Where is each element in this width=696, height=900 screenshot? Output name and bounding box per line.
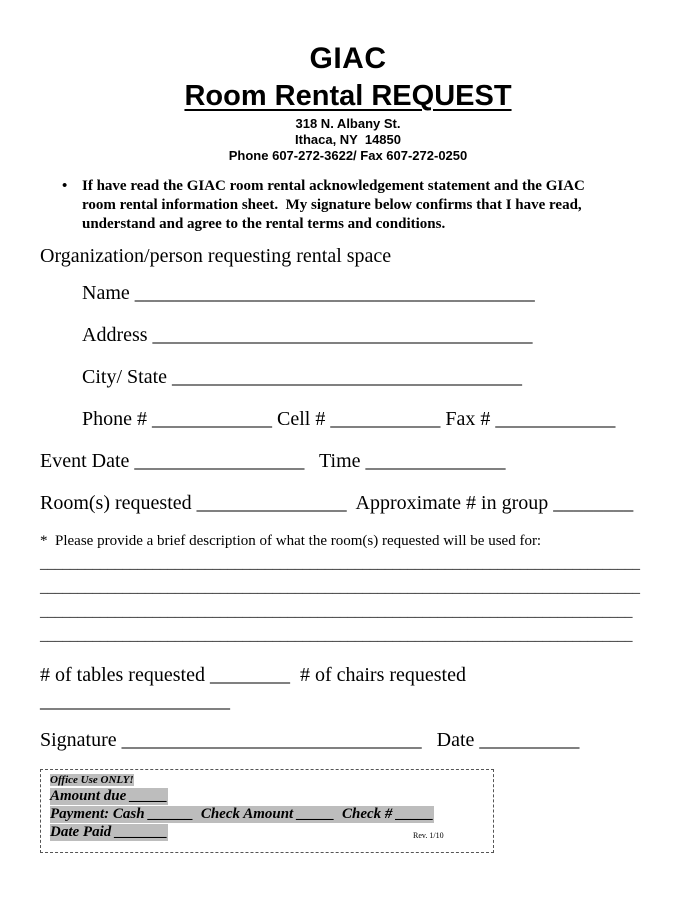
event-date-time-fields[interactable]: Event Date _________________ Time ______________ — [40, 450, 506, 472]
address-city: Ithaca, NY 14850 — [295, 132, 401, 147]
acknowledgement-statement — [62, 177, 642, 234]
office-use-heading: Office Use ONLY! — [50, 774, 134, 786]
org-section-label: Organization/person requesting rental space — [40, 245, 392, 267]
tables-chairs-fields[interactable]: # of tables requested ________ # of chairs requested — [40, 664, 466, 686]
revision-note: Rev. 1/10 — [413, 831, 444, 840]
address-phone-fax: Phone 607-272-3622/ Fax 607-272-0250 — [228, 148, 468, 163]
description-line[interactable]: ________________________________________________________________________________ — [40, 556, 640, 572]
description-line[interactable]: _______________________________________________________________________________ — [40, 604, 633, 620]
amount-due-field[interactable]: Amount due _____ — [50, 788, 168, 804]
acknowledgement-line: understand and agree to the rental terms and conditions. — [82, 216, 446, 232]
acknowledgement-line: room rental information sheet. My signature below confirms that I have read, — [82, 197, 582, 213]
rooms-group-fields[interactable]: Room(s) requested _______________ Approximate # in group ________ — [40, 492, 634, 514]
date-paid-field[interactable]: Date Paid _______ — [50, 824, 168, 840]
org-name: GIAC — [309, 42, 387, 75]
acknowledgement-text — [82, 177, 642, 234]
bullet-marker: • — [62, 178, 68, 194]
city-state-field[interactable]: City/ State ___________________________________ — [82, 366, 522, 388]
description-line[interactable]: ________________________________________________________________________________ — [40, 580, 640, 596]
acknowledgement-line: If have read the GIAC room rental acknowledgement statement and the GIAC — [82, 178, 585, 194]
signature-date-fields[interactable]: Signature ______________________________ Date __________ — [40, 729, 580, 751]
phone-cell-fax-fields[interactable]: Phone # ____________ Cell # ___________ Fax # ____________ — [82, 408, 616, 430]
address-street: 318 N. Albany St. — [295, 116, 401, 131]
form-title — [0, 80, 696, 113]
description-prompt: * Please provide a brief description of what the room(s) requested will be used for: — [40, 533, 542, 549]
payment-fields[interactable]: Payment: Cash ______ Check Amount _____ Check # _____ — [50, 806, 434, 822]
address-field[interactable]: Address ______________________________________ — [82, 324, 533, 346]
description-line[interactable]: _______________________________________________________________________________ — [40, 628, 633, 644]
name-field[interactable]: Name ________________________________________ — [82, 282, 535, 304]
chairs-blank[interactable]: ___________________ — [40, 690, 230, 712]
form-title-text: Room Rental REQUEST — [184, 80, 512, 112]
